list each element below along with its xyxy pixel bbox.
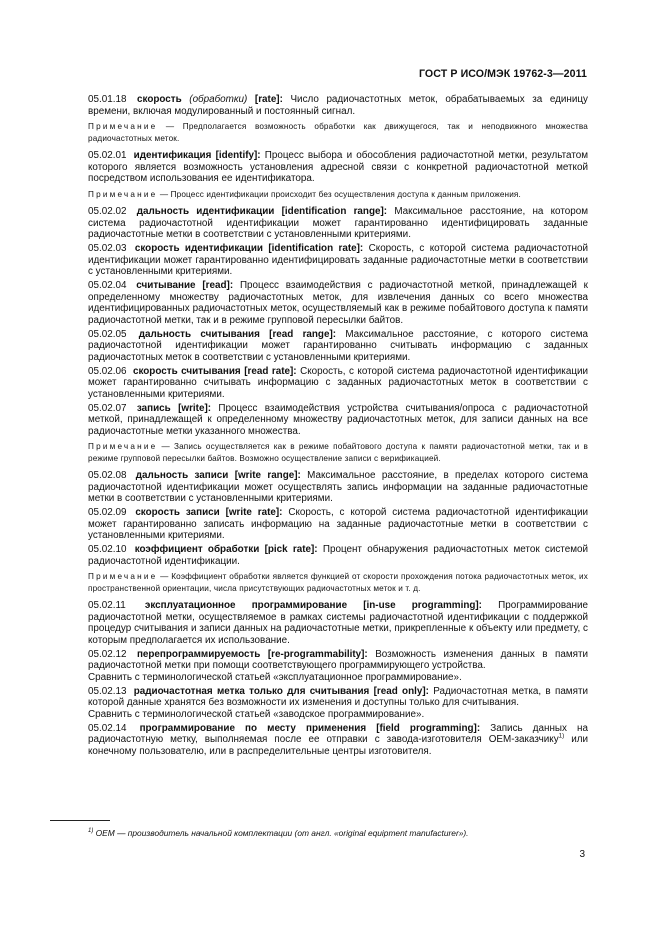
- entry-term: радиочастотная метка только для считывания: [133, 685, 370, 697]
- entry-term: дальность идентификации: [136, 206, 275, 218]
- entry-number: 05.02.05: [88, 328, 127, 340]
- footnote: [88, 828, 469, 838]
- entry-number: 05.02.13: [88, 685, 127, 697]
- entry-english-term: [pick rate]:: [264, 544, 318, 556]
- footnote-divider: [50, 820, 110, 821]
- entry-definition: Максимальное расстояние, на котором система радиочастотной идентификации может гарантированно идентифицировать заданные радиочастотные метки в соответствии с установленными критериями.: [88, 206, 589, 241]
- entry-definition: Запись данных на радиочастотную метку, выполняемая после ее отправки с завода-изготовителя ОЕМ-заказчику: [88, 722, 589, 746]
- entry-term: запись: [136, 402, 171, 414]
- entry-definition: Процесс выбора и обособления радиочастотной метки, результатом которого является возможность установления адресной связи с конкретной радиочастотной меткой посредством использования ее идентификатора.: [88, 150, 589, 185]
- entry-definition: Процент обнаружения радиочастотных меток системой радиочастотной идентификации.: [88, 544, 588, 567]
- entry-term: эксплуатационное программирование: [144, 600, 348, 612]
- entry-number: 05.02.06: [88, 365, 127, 377]
- entry-definition: Процесс взаимодействия устройства считывания/опроса с радиочастотной меткой, принадлежащей к определенному множеству радиочастотных меток, для записи данных на все радиочастотные метки указанного множества.: [88, 402, 589, 437]
- entry-term: считывание: [136, 280, 196, 292]
- entry-definition: Скорость, с которой система радиочастотной идентификации может гарантированно считывать информацию с заданных радиочастотных меток в соответствии с установленными критериями.: [88, 365, 589, 400]
- note-text: — Коэффициент обработки является функцией от скорости прохождения потока радиочастотных меток, их пространственной ориентации, числа присутствующих радиочастотных меток и т. д.: [88, 572, 589, 593]
- entry-english-term: [rate]:: [254, 94, 283, 105]
- entry-english-term: [re-programmability]:: [267, 648, 368, 660]
- entry-pick-rate: [88, 544, 588, 567]
- entry-number: 05.01.18: [88, 94, 127, 105]
- entry-read-range: [88, 329, 588, 364]
- page-number: 3: [579, 849, 585, 860]
- entry-term: программирование по месту применения: [139, 722, 367, 734]
- entry-number: 05.02.09: [88, 507, 127, 519]
- note: [88, 571, 588, 594]
- note-text: — Процесс идентификации происходит без осуществления доступа к данным приложения.: [159, 189, 521, 199]
- entry-term: скорость считывания: [132, 365, 241, 377]
- entry-number: 05.02.14: [88, 722, 127, 734]
- entry-definition: Процесс взаимодействия с радиочастотной меткой, принадлежащей к определенному множеству радиочастотных меток, для извлечения данных со всего множества идентифицированных радиочастотных меток, осуществляемый как в режиме побайтового доступа к памяти радиочастотной метки, так и в режиме групповой пересылки байтов.: [88, 280, 588, 326]
- entry-english-term: [write range]:: [234, 470, 301, 482]
- entry-number: 05.02.04: [88, 280, 127, 292]
- entry-number: 05.02.03: [88, 243, 127, 255]
- note: [88, 121, 588, 144]
- note-label: Примечание: [88, 122, 158, 132]
- entry-number: 05.02.12: [88, 648, 127, 660]
- entry-term: перепрограммируемость: [136, 648, 261, 660]
- entry-english-term: [write]:: [178, 402, 212, 414]
- note-label: Примечание: [88, 189, 158, 199]
- entry-number: 05.02.11: [88, 600, 126, 612]
- entry-field-programming: [88, 723, 588, 758]
- entry-term: скорость: [137, 94, 182, 105]
- page-content: [88, 94, 588, 760]
- entry-term: скорость записи: [135, 507, 220, 519]
- entry-term: дальность считывания: [138, 328, 260, 340]
- entry-english-term: [in-use programming]:: [363, 600, 482, 612]
- note: [88, 189, 588, 200]
- footnote-text: ОЕМ — производитель начальной комплектации (от англ. «original equipment manufacturer»).: [95, 828, 469, 838]
- cross-reference: Сравнить с терминологической статьей «эксплуатационное программирование».: [88, 671, 462, 683]
- entry-english-term: [identify]:: [215, 150, 261, 161]
- entry-english-term: [write rate]:: [225, 507, 283, 519]
- entry-definition: Число радиочастотных меток, обрабатываемых за единицу времени, включая модулированный и постоянный сигнал.: [88, 94, 588, 117]
- entry-read: [88, 280, 588, 326]
- entry-english-term: [identification rate]:: [268, 243, 364, 255]
- entry-number: 05.02.07: [88, 402, 127, 414]
- entry-definition: Максимальное расстояние, в пределах которого система радиочастотной идентификации может осуществлять запись информации на заданные радиочастотные метки в соответствии с установленными критериями.: [88, 470, 588, 505]
- note-label: Примечание: [88, 442, 158, 452]
- entry-in-use-programming: [88, 600, 588, 646]
- note-label: Примечание: [88, 572, 158, 582]
- entry-read-rate: [88, 366, 588, 401]
- entry-definition: Программирование радиочастотной метки, осуществляемое в рамках системы радиочастотной идентификации с поддержкой процедур считывания и записи данных на радиочастотные метки, прикрепленные к объекту или предмету, с которым предполагается их использование.: [88, 600, 588, 646]
- entry-identification-rate: [88, 243, 588, 278]
- entry-rate: [88, 94, 588, 117]
- entry-number: 05.02.01: [88, 150, 127, 161]
- entry-write-rate: [88, 507, 588, 542]
- cross-reference: Сравнить с терминологической статьей «заводское программирование».: [88, 708, 425, 720]
- entry-term: дальность записи: [135, 470, 229, 482]
- entry-qualifier: (обработки): [189, 94, 248, 105]
- entry-english-term: [read only]:: [373, 685, 429, 697]
- entry-definition: Скорость, с которой система радиочастотной идентификации может гарантированно записать информацию на заданные радиочастотные метки в соответствии с установленными критериями.: [88, 507, 588, 542]
- entry-term: идентификация: [133, 150, 212, 161]
- entry-definition-continued: или конечному пользователю, или в распределительные центры изготовителя.: [88, 734, 589, 757]
- entry-term: коэффициент обработки: [134, 544, 260, 556]
- entry-definition: Радиочастотная метка, в памяти которой данные хранятся без возможности их изменения и доступны только для считывания.: [88, 685, 588, 709]
- entry-number: 05.02.10: [88, 544, 127, 556]
- entry-definition: Возможность изменения данных в памяти радиочастотной метки при помощи соответствующего программирующего устройства.: [88, 648, 588, 672]
- entry-english-term: [read rate]:: [244, 365, 297, 377]
- entry-re-programmability: [88, 649, 588, 672]
- entry-definition: Скорость, с которой система радиочастотной идентификации может гарантированно идентифицировать заданные радиочастотные метки в соответствии с установленными критериями.: [88, 243, 588, 278]
- entry-identification-range: [88, 206, 588, 241]
- footnote-mark: 1): [88, 828, 94, 835]
- entry-identify: [88, 150, 588, 185]
- entry-english-term: [read range]:: [269, 328, 337, 340]
- note-text: — Предполагается возможность обработки как движущегося, так и неподвижного множества радиочастотных меток.: [88, 122, 588, 143]
- entry-number: 05.02.02: [88, 206, 127, 218]
- entry-english-term: [field programming]:: [376, 722, 481, 734]
- entry-english-term: [read]:: [202, 280, 234, 292]
- entry-read-only: [88, 686, 588, 709]
- note-text: — Запись осуществляется как в режиме побайтового доступа к памяти радиочастотной метки, так и в режиме групповой пересылки байтов. Возможно осуществление записи с верификацией.: [88, 442, 588, 463]
- entry-term: скорость идентификации: [134, 243, 263, 255]
- entry-number: 05.02.08: [88, 470, 127, 482]
- entry-write: [88, 403, 588, 438]
- entry-write-range: [88, 470, 588, 505]
- entry-english-term: [identification range]:: [281, 206, 388, 218]
- note: [88, 441, 588, 464]
- entry-definition: Максимальное расстояние, с которого система радиочастотной идентификации может гарантированно считывать информацию с заданных радиочастотных меток в соответствии с установленными критериями.: [88, 328, 588, 363]
- standard-header: ГОСТ Р ИСО/МЭК 19762-3—2011: [418, 68, 587, 80]
- footnote-reference[interactable]: 1): [558, 732, 565, 740]
